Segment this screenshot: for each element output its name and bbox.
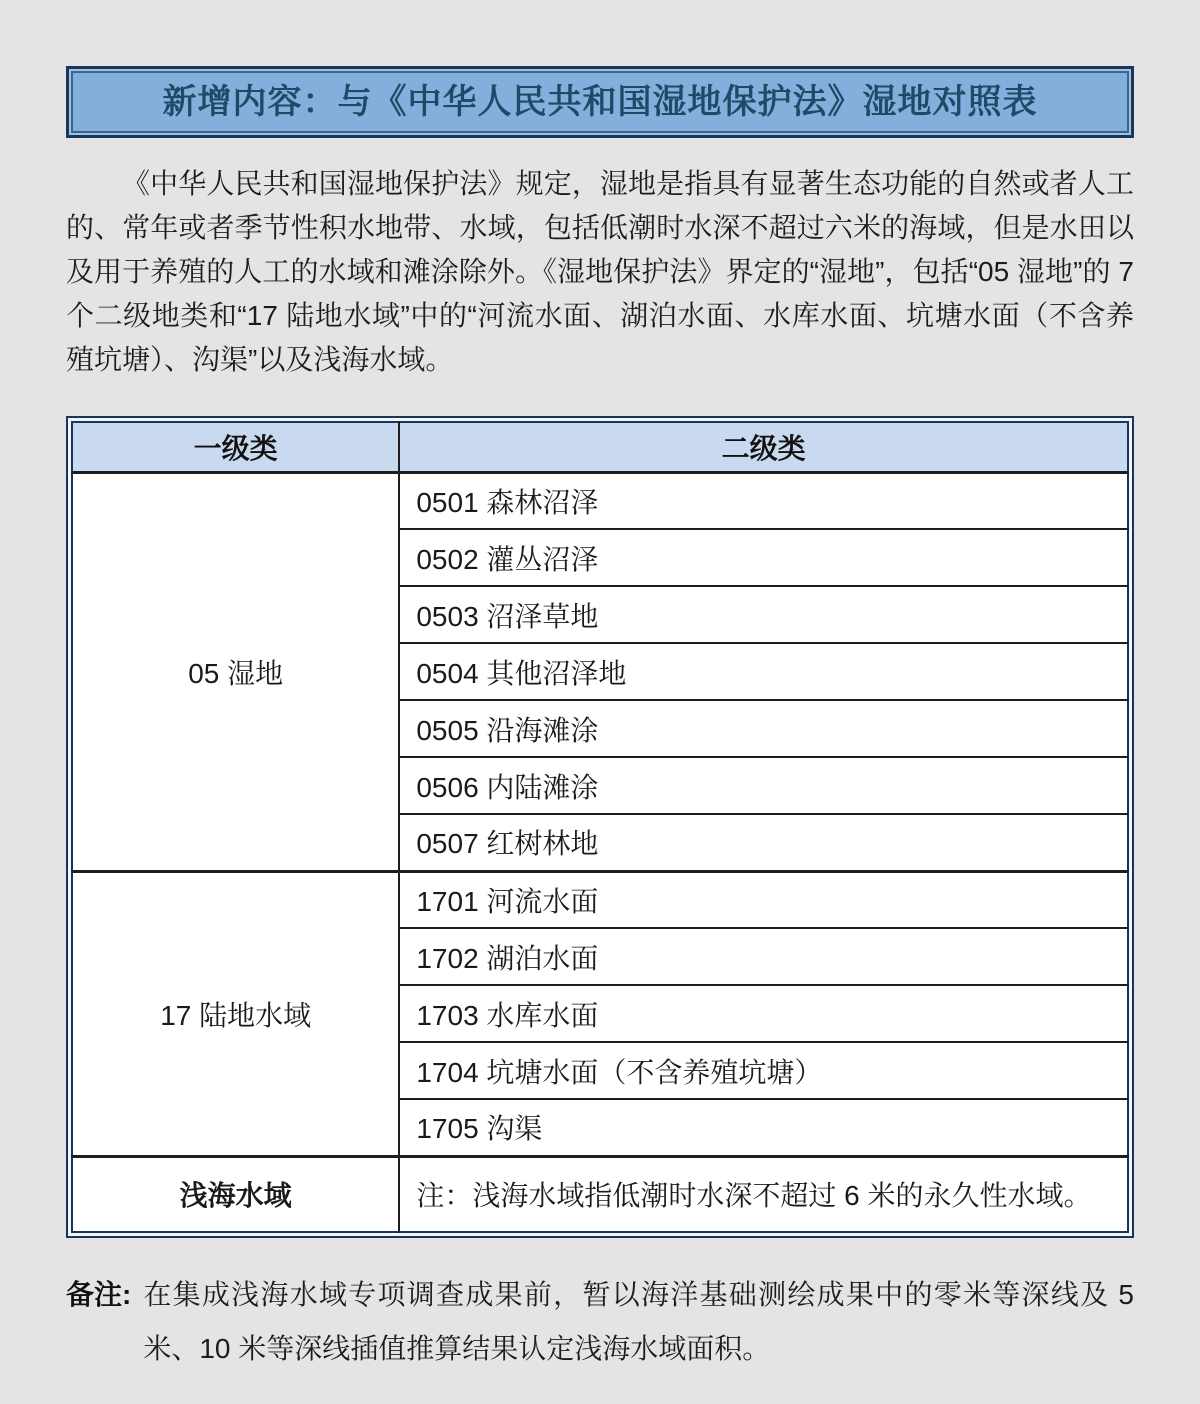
level2-cell: 0501 森林沼泽 [399, 472, 1128, 529]
level2-cell: 注：浅海水域指低潮时水深不超过 6 米的永久性水域。 [399, 1156, 1128, 1232]
table [71, 421, 1129, 1233]
level2-cell: 0505 沿海滩涂 [399, 700, 1128, 757]
header-cell-level1: 一级类 [72, 422, 399, 472]
level2-cell: 0502 灌丛沼泽 [399, 529, 1128, 586]
intro-paragraph: 《中华人民共和国湿地保护法》规定，湿地是指具有显著生态功能的自然或者人工的、常年或者季节性积水地带、水域，包括低潮时水深不超过六米的海域，但是水田以及用于养殖的人工的水域和滩涂除外。《湿地保护法》界定的“湿地”，包括“05 湿地”的 7 个二级地类和“17 陆地水域”中的“河流水面、湖泊水面、水库水面、坑塘水面（不含养殖坑塘）、沟渠”以及浅海水域。 [66, 168, 1134, 375]
title-banner [66, 66, 1134, 138]
level2-cell: 1705 沟渠 [399, 1099, 1128, 1156]
level2-cell: 1702 湖泊水面 [399, 928, 1128, 985]
level2-cell: 0506 内陆滩涂 [399, 757, 1128, 814]
level2-cell: 1701 河流水面 [399, 871, 1128, 928]
footnote-label: 备注: [66, 1279, 132, 1310]
table-header-row [72, 422, 1128, 472]
table-row [72, 1156, 1128, 1232]
footnote-text: 在集成浅海水域专项调查成果前，暂以海洋基础测绘成果中的零米等深线及 5 米、10 米等深线插值推算结果认定浅海水域面积。 [143, 1279, 1134, 1364]
table-row [72, 871, 1128, 928]
footnote [66, 1268, 1134, 1376]
level2-cell: 0507 红树林地 [399, 814, 1128, 871]
level2-cell: 0503 沼泽草地 [399, 586, 1128, 643]
level1-cell: 05 湿地 [72, 472, 399, 871]
header-cell-level2: 二级类 [399, 422, 1128, 472]
title-banner-inner [71, 71, 1129, 133]
level1-cell: 17 陆地水域 [72, 871, 399, 1156]
wetland-comparison-table [66, 416, 1134, 1238]
level2-cell: 0504 其他沼泽地 [399, 643, 1128, 700]
level2-cell: 1703 水库水面 [399, 985, 1128, 1042]
table-row [72, 472, 1128, 529]
level2-cell: 1704 坑塘水面（不含养殖坑塘） [399, 1042, 1128, 1099]
page-title: 新增内容：与《中华人民共和国湿地保护法》湿地对照表 [162, 83, 1038, 121]
level1-cell: 浅海水域 [72, 1156, 399, 1232]
